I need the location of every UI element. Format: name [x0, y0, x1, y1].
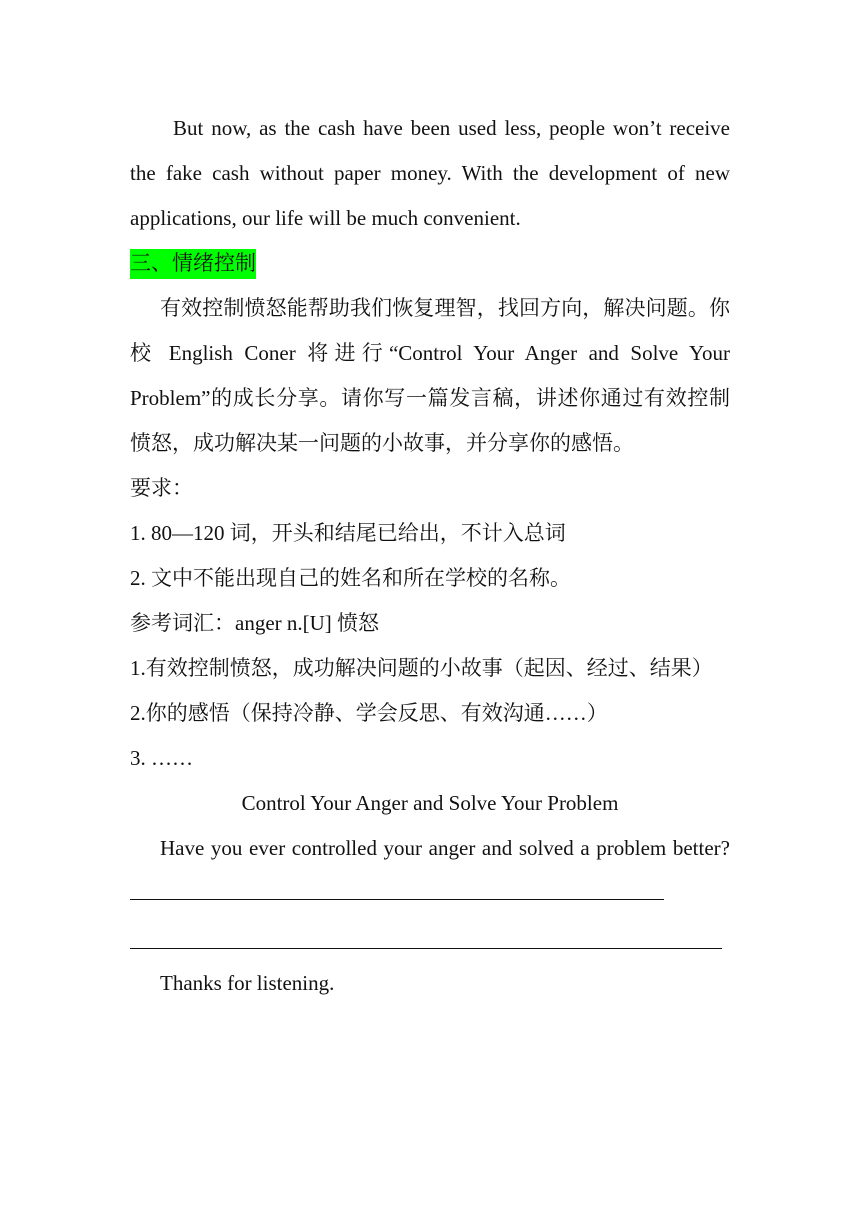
requirement-item-2: 2. 文中不能出现自己的姓名和所在学校的名称。: [130, 566, 571, 590]
point-item-2: 2.你的感悟（保持冷静、学会反思、有效沟通……）: [130, 701, 608, 725]
point-item-3: 3. ……: [130, 746, 193, 770]
task-prompt: 有效控制愤怒能帮助我们恢复理智，找回方向，解决问题。你校 English Coner 将进行“Control Your Anger and Solve Your Problem”的成长分享。请你写一篇发言稿，讲述你通过有效控制愤怒，成功解决某一问题的小故事，并分享你的感悟。: [130, 296, 730, 455]
essay-closing: Thanks for listening.: [160, 971, 335, 995]
highlighted-heading: 三、情绪控制: [130, 249, 256, 279]
point-item-1: 1.有效控制愤怒，成功解决问题的小故事（起因、经过、结果）: [130, 656, 713, 680]
answer-blank-inline[interactable]: [130, 898, 664, 900]
section-heading: [130, 241, 730, 286]
document-content: [130, 106, 730, 1006]
essay-opening: [130, 826, 730, 916]
answer-blank-line[interactable]: [130, 916, 730, 961]
answer-blank-rule: [130, 948, 722, 949]
passage-paragraph: But now, as the cash have been used less, people won’t receive the fake cash without paper money. With the development of new applications, our life will be much convenient.: [130, 116, 730, 230]
requirement-item-1: 1. 80—120 词，开头和结尾已给出，不计入总词: [130, 521, 566, 545]
requirements-label: 要求：: [130, 476, 193, 500]
vocab-reference: 参考词汇：anger n.[U] 愤怒: [130, 611, 380, 635]
essay-title: Control Your Anger and Solve Your Problem: [241, 791, 619, 815]
essay-opening-text: Have you ever controlled your anger and solved a problem better?: [160, 836, 730, 860]
